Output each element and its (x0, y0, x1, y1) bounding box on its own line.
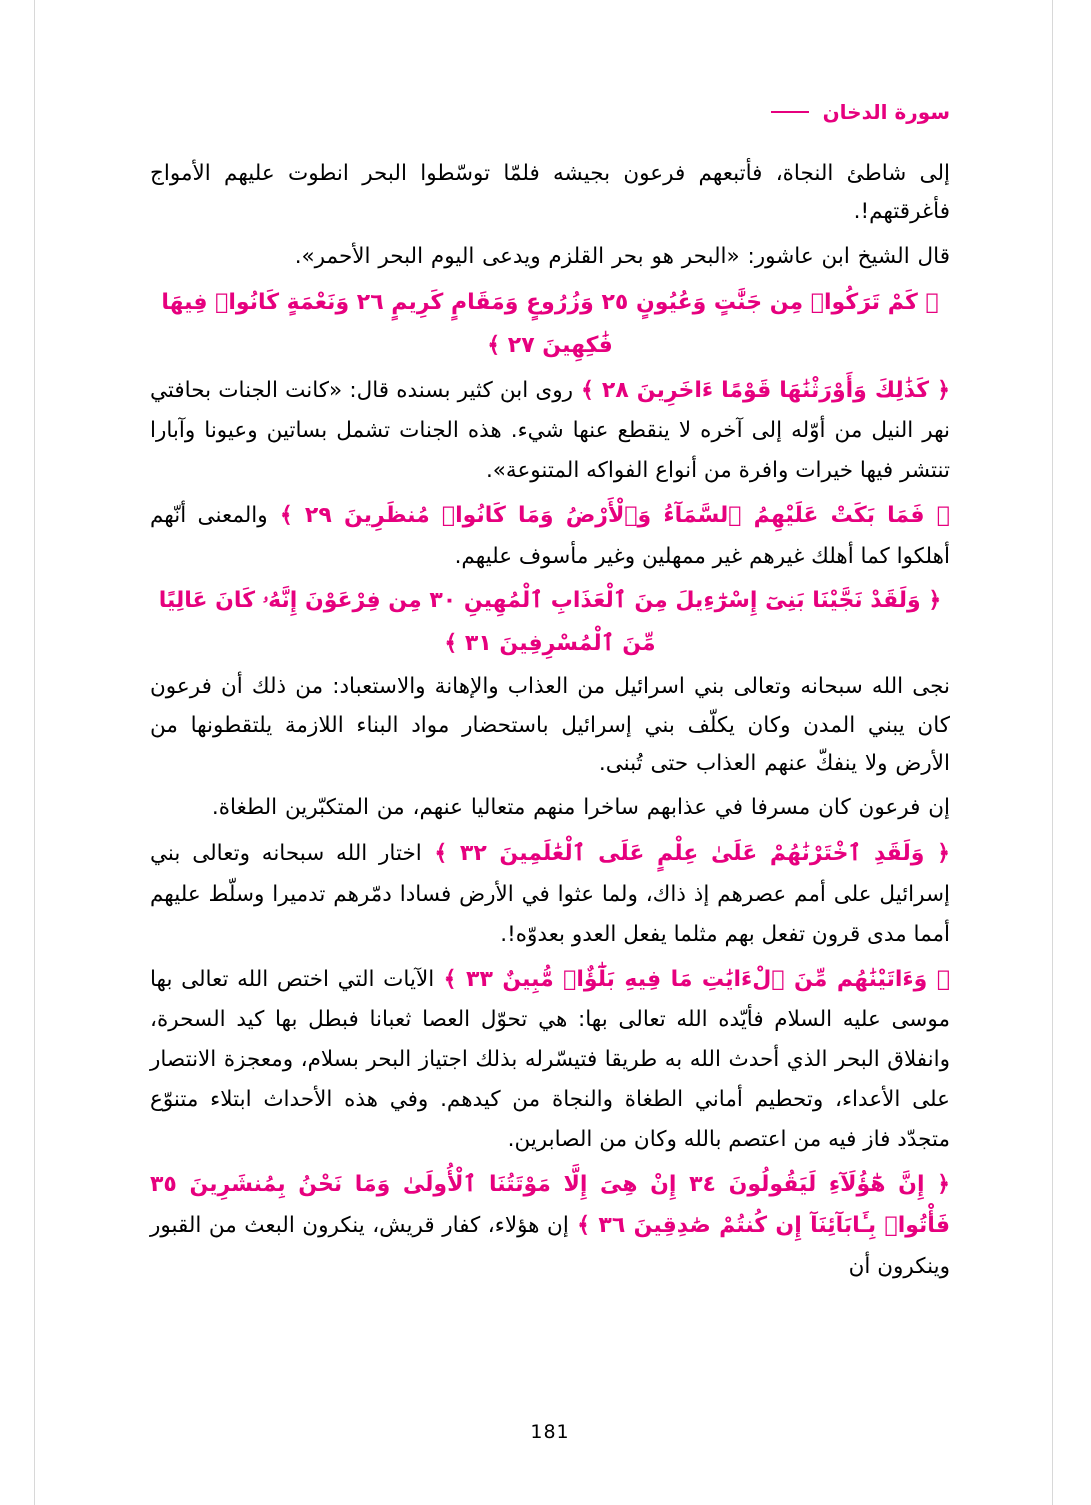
verse-open-brace: ﴿ (937, 377, 950, 403)
quran-verse-block (150, 580, 950, 666)
running-header (150, 95, 950, 129)
verse-open-brace: ﴿ (937, 1171, 951, 1197)
quran-verse-inline (422, 841, 950, 866)
verse-text: فَمَا بَكَتْ عَلَيْهِمُ ٱلسَّمَآءُ وَٱلْأَرْضُ وَمَا كَانُوا۟ مُنظَرِينَ ٢٩ (304, 502, 925, 528)
verse-text: وَلَقَدْ نَجَّيْنَا بَنِىٓ إِسْرَٰٓءِيلَ مِنَ ٱلْعَذَابِ ٱلْمُهِينِ ٣٠ مِن فِرْعَوْنَ إِنَّهُۥ كَانَ عَالِيًا مِّنَ ٱلْمُسْرِفِينَ ٣١ (158, 588, 921, 657)
verse-text: كَمْ تَرَكُوا۟ مِن جَنَّٰتٍ وَعُيُونٍ ٢٥ وَزُرُوعٍ وَمَقَامٍ كَرِيمٍ ٢٦ وَنَعْمَةٍ كَانُوا۟ فِيهَا فَٰكِهِينَ ٢٧ (161, 289, 918, 358)
verse-text: وَءَاتَيْنَٰهُم مِّنَ ٱلْءَايَٰتِ مَا فِيهِ بَلَٰٓؤٌا۟ مُّبِينٌ ٣٣ (466, 966, 928, 992)
verse-with-commentary (150, 495, 950, 577)
surah-title: سورة الدخان (822, 100, 950, 124)
quran-verse-block (150, 282, 950, 368)
verse-open-brace: ﴿ (936, 502, 950, 528)
paragraph: قال الشيخ ابن عاشور: «البحر هو بحر القلزم ويدعى اليوم البحر الأحمر». (294, 243, 950, 269)
verse-open-brace: ﴿ (937, 841, 950, 867)
quran-verse-inline (573, 378, 950, 403)
page-edge-rule-right (1052, 0, 1053, 1505)
verse-with-commentary (150, 833, 950, 954)
verse-text: وَلَقَدِ ٱخْتَرْنَٰهُمْ عَلَىٰ عِلْمٍ عَلَى ٱلْعَٰلَمِينَ ٣٢ (459, 841, 925, 867)
paragraph: إن فرعون كان مسرفا في عذابهم ساخرا منهم متعاليا عنهم، من المتكبّرين الطغاة. (211, 795, 950, 821)
quran-verse-inline (434, 967, 950, 992)
verse-close-brace: ﴾ (581, 377, 594, 403)
verse-close-brace: ﴾ (434, 841, 448, 867)
verse-open-brace: ﴿ (925, 289, 939, 315)
commentary-text: اختار الله سبحانه وتعالى بني إسرائيل على أمم عصرهم إذ ذاك، ولما عثوا في الأرض فسادا دمّرهم تدميرا وسلّط عليهم أمما مدى قرون تفعل بهم مثلما يفعل العدو بعدوّه!. (150, 841, 950, 947)
verse-close-brace: ﴾ (487, 332, 501, 358)
verse-text: إِنَّ هَٰٓؤُلَآءِ لَيَقُولُونَ ٣٤ إِنْ هِىَ إِلَّا مَوْتَتُنَا ٱلْأُولَىٰ وَمَا نَحْنُ بِمُنشَرِينَ ٣٥ فَأْتُوا۟ بِـَٔابَآئِنَآ إِن كُنتُمْ صَٰدِقِينَ ٣٦ (150, 1171, 950, 1239)
header-rule (771, 111, 809, 113)
verse-text: كَذَٰلِكَ وَأَوْرَثْنَٰهَا قَوْمًا ءَاخَرِينَ ٢٨ (601, 377, 930, 403)
commentary-text: إن هؤلاء، كفار قريش، ينكرون البعث من القبور وينكرون أن (150, 1213, 950, 1280)
paragraph: نجى الله سبحانه وتعالى بني اسرائيل من العذاب والإهانة والاستعباد: من ذلك أن فرعون كان يبني المدن وكان يكلّف بني إسرائيل باستحضار مواد البناء اللازمة يلتقطونها من الأرض ولا ينفكّ عنهم العذاب حتى تُبنى. (150, 674, 950, 776)
verse-with-commentary (150, 959, 950, 1160)
verse-with-commentary (150, 1164, 950, 1287)
verse-open-brace: ﴿ (928, 588, 942, 614)
verse-close-brace: ﴾ (577, 1213, 591, 1239)
page-number: 181 (530, 1421, 570, 1443)
quran-verse-inline (268, 503, 950, 528)
commentary-text: والمعنى أنّهم أهلكوا كما أهلك غيرهم غير ممهلين وغير مأسوف عليهم. (150, 502, 950, 569)
verse-close-brace: ﴾ (444, 631, 458, 657)
paragraph: إلى شاطئ النجاة، فأتبعهم فرعون بجيشه فلمّا توسّطوا البحر انطوت عليهم الأمواج فأغرقتهم!. (150, 161, 950, 225)
verse-open-brace: ﴿ (936, 966, 951, 992)
commentary-text: روى ابن كثير بسنده قال: «كانت الجنات بحافتي نهر النيل من أوّله إلى آخره لا ينقطع عنها شيء. هذه الجنات تشمل بساتين وعيونا وآبارا تنتشر فيها خيرات وافرة من أنواع الفواكه المتنوعة». (150, 377, 950, 484)
verse-close-brace: ﴾ (443, 966, 457, 992)
page-edge-rule-left (34, 0, 35, 1505)
page-content (150, 95, 951, 1443)
verse-close-brace: ﴾ (279, 502, 293, 528)
verse-with-commentary (150, 370, 950, 491)
commentary-text: الآيات التي اختص الله تعالى بها موسى عليه السلام فأيّده الله تعالى بها: هي تحوّل العصا ثعبانا فبطل بها كيد السحرة، وانفلاق البحر الذي أحدث الله به طريقا فتيسّرله بذلك اجتياز البحر بسلام، ومعجزة الانتصار على الأعداء، وتحطيم أماني الطغاة والنجاة من كيدهم. وفي هذه الأحداث ابتلاء متنوّع متجدّد فاز فيه من اعتصم بالله وكان من الصابرين. (150, 966, 950, 1152)
